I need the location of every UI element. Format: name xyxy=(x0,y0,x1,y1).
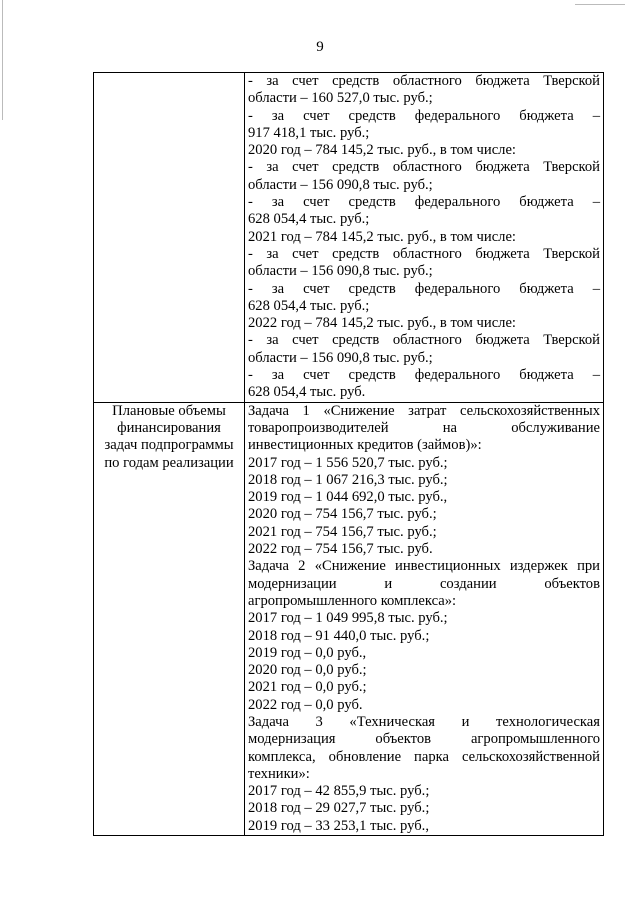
content-line: техники»: xyxy=(248,765,310,782)
scan-mark-left xyxy=(2,0,3,120)
content-line: 2018 год – 91 440,0 тыс. руб.; xyxy=(248,627,430,644)
content-line: 2021 год – 754 156,7 тыс. руб.; xyxy=(248,523,437,540)
content-line: 2021 год – 784 145,2 тыс. руб., в том числе: xyxy=(248,228,516,245)
content-line: - за счет средств областного бюджета Тверской xyxy=(248,159,600,176)
page-number: 9 xyxy=(316,39,324,55)
content-line: - за счет средств федерального бюджета – xyxy=(248,194,600,211)
content-line: 2017 год – 1 556 520,7 тыс. руб.; xyxy=(248,454,448,471)
scan-mark-top-right xyxy=(575,4,625,5)
content-line: 628 054,4 тыс. руб. xyxy=(248,384,366,401)
content-line: инвестиционных кредитов (займов)»: xyxy=(248,437,482,454)
content-line: 2022 год – 784 145,2 тыс. руб., в том числе: xyxy=(248,315,516,332)
content-line: 2020 год – 754 156,7 тыс. руб.; xyxy=(248,506,437,523)
content-line: модернизации и создании объектов xyxy=(248,575,600,592)
content-line: 2018 год – 29 027,7 тыс. руб.; xyxy=(248,800,430,817)
content-line: области – 156 090,8 тыс. руб.; xyxy=(248,176,433,193)
row-content-cell xyxy=(245,73,604,403)
content-line: 2022 год – 754 156,7 тыс. руб. xyxy=(248,541,433,558)
content-line: товаропроизводителей на обслуживание xyxy=(248,419,600,436)
table-body xyxy=(94,73,604,836)
content-line: 2021 год – 0,0 руб.; xyxy=(248,679,367,696)
row-label-cell xyxy=(94,73,245,403)
row-label-line: финансирования xyxy=(117,419,221,436)
content-line: 2019 год – 33 253,1 тыс. руб., xyxy=(248,817,429,834)
content-line: Задача 3 «Техническая и технологическая xyxy=(248,713,600,730)
content-line: 2020 год – 784 145,2 тыс. руб., в том числе: xyxy=(248,142,516,159)
content-line: Задача 2 «Снижение инвестиционных издержек при xyxy=(248,558,600,575)
table-row xyxy=(94,73,604,403)
content-line: 917 418,1 тыс. руб.; xyxy=(248,124,370,141)
content-line: - за счет средств федерального бюджета – xyxy=(248,280,600,297)
content-line: агропромышленного комплекса»: xyxy=(248,592,457,609)
content-line: 628 054,4 тыс. руб.; xyxy=(248,211,370,228)
content-line: - за счет средств областного бюджета Тверской xyxy=(248,245,600,262)
row-label-line: по годам реализации xyxy=(104,454,234,471)
content-line: 2019 год – 1 044 692,0 тыс. руб., xyxy=(248,489,448,506)
content-line: модернизация объектов агропромышленного xyxy=(248,731,600,748)
content-line: 628 054,4 тыс. руб.; xyxy=(248,297,370,314)
content-line: Задача 1 «Снижение затрат сельскохозяйственных xyxy=(248,402,600,419)
content-line: - за счет средств областного бюджета Тверской xyxy=(248,73,600,89)
table-row xyxy=(94,402,604,835)
row-content-cell xyxy=(245,402,604,835)
content-line: области – 156 090,8 тыс. руб.; xyxy=(248,263,433,280)
content-line: области – 156 090,8 тыс. руб.; xyxy=(248,349,433,366)
content-line: 2017 год – 1 049 995,8 тыс. руб.; xyxy=(248,610,448,627)
content-line: 2019 год – 0,0 руб., xyxy=(248,644,367,661)
content-line: комплекса, обновление парка сельскохозяйственной xyxy=(248,748,600,765)
content-line: 2020 год – 0,0 руб.; xyxy=(248,662,367,679)
content-line: 2022 год – 0,0 руб. xyxy=(248,696,363,713)
content-line: 2018 год – 1 067 216,3 тыс. руб.; xyxy=(248,471,448,488)
content-line: области – 160 527,0 тыс. руб.; xyxy=(248,90,433,107)
row-label-cell xyxy=(94,402,245,835)
financing-table xyxy=(93,72,604,836)
content-line: - за счет средств федерального бюджета – xyxy=(248,107,600,124)
row-label-line: задач подпрограммы xyxy=(104,437,234,454)
content-line: - за счет средств федерального бюджета – xyxy=(248,367,600,384)
content-line: 2017 год – 42 855,9 тыс. руб.; xyxy=(248,783,430,800)
row-label-line: Плановые объемы xyxy=(112,402,226,419)
content-line: - за счет средств областного бюджета Тверской xyxy=(248,332,600,349)
